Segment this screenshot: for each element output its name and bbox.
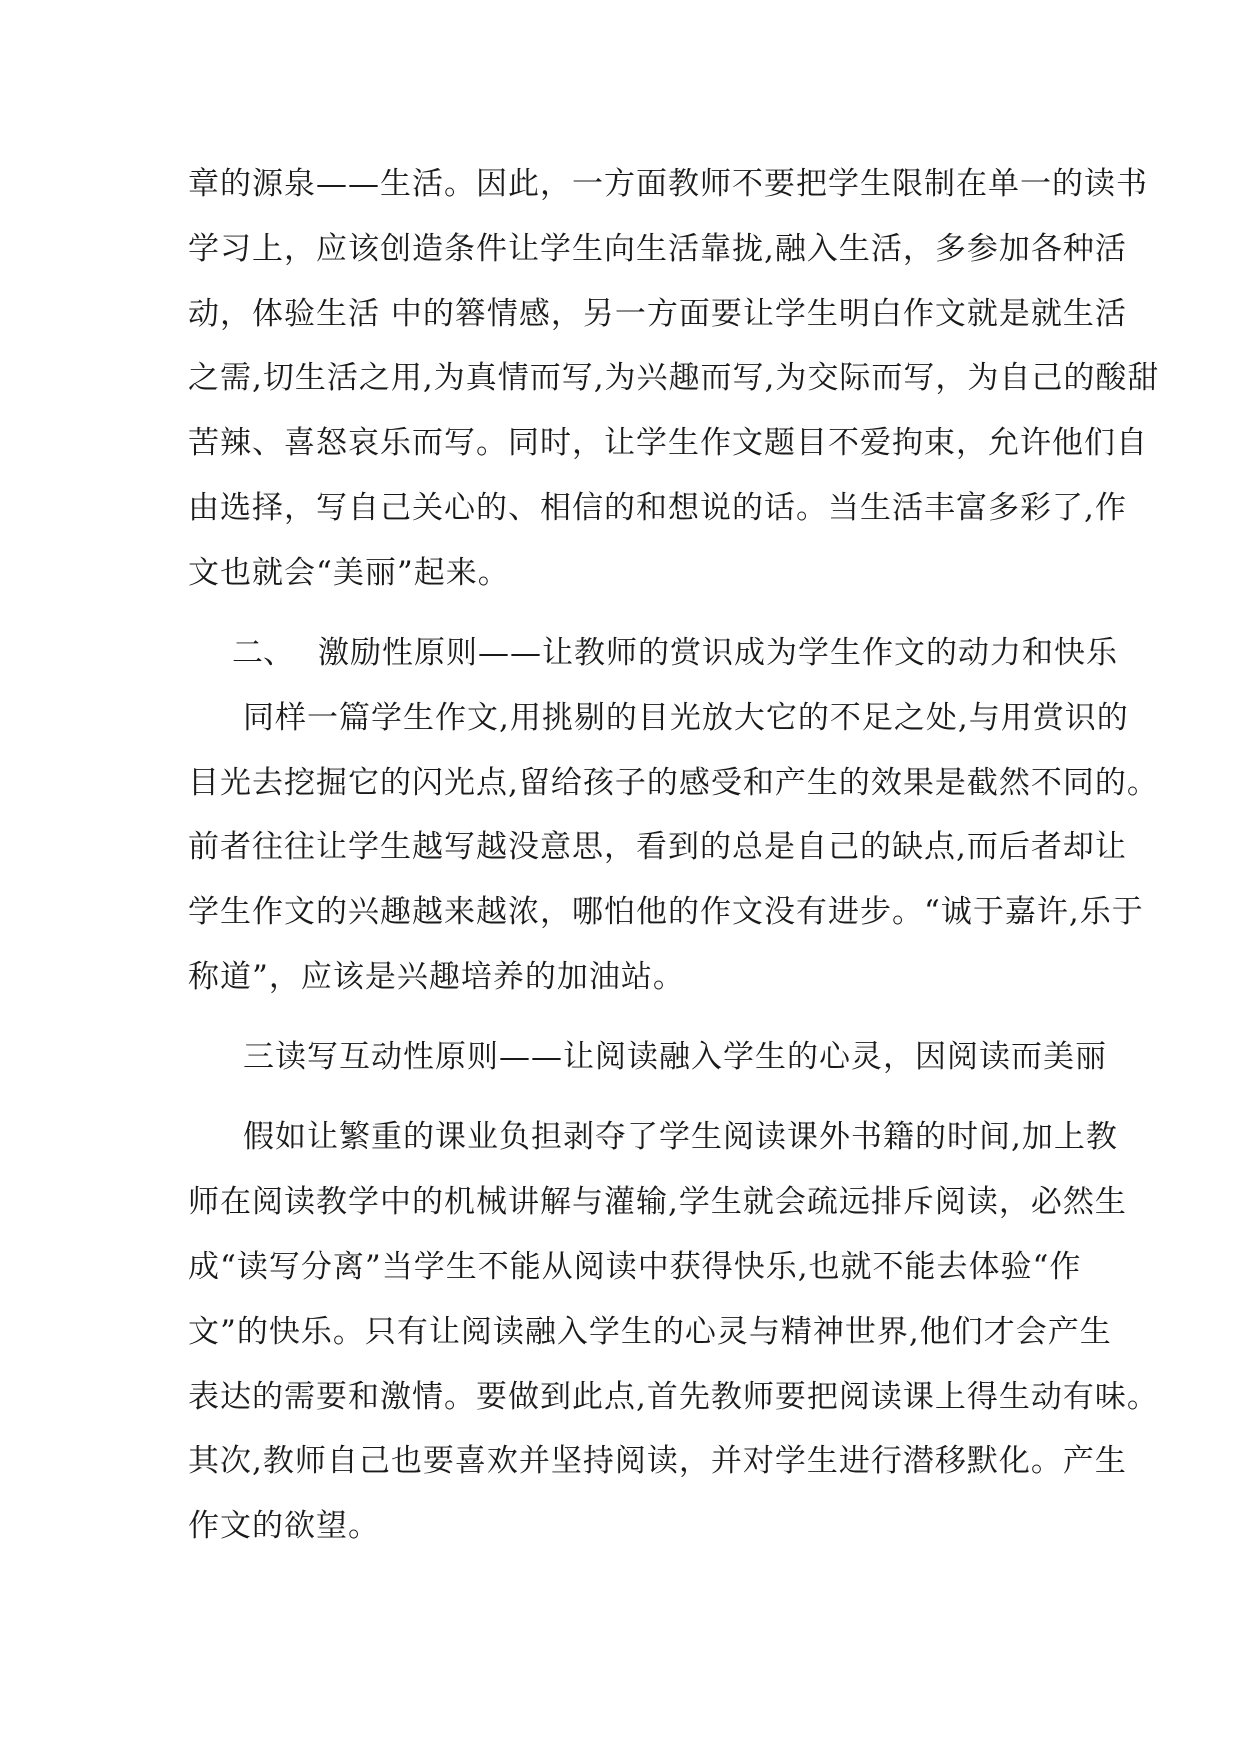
paragraph-1-line-3: 动，体验生活 中的簭情感，另一方面要让学生明白作文就是就生活 (188, 296, 1127, 332)
paragraph-3-line-2: 师在阅读教学中的机械讲解与灌输,学生就会疏远排斥阅读，必然生 (188, 1184, 1127, 1220)
section-2-number: 二、 (232, 635, 294, 671)
paragraph-1-line-5: 苦辣、喜怒哀乐而写。同时，让学生作文题目不爱拘束，允许他们自 (188, 425, 1148, 461)
paragraph-1-line-2: 学习上，应该创造条件让学生向生活靠拢,融入生活，多参加各种活 (188, 231, 1127, 267)
section-3-heading: 三读写互动性原则——让阅读融入学生的心灵，因阅读而美丽 (243, 1039, 1107, 1075)
paragraph-2-line-4: 学生作文的兴趣越来越浓，哪怕他的作文没有进步。“诚于嘉许,乐于 (188, 894, 1144, 930)
paragraph-2-line-1: 同样一篇学生作文,用挑剔的目光放大它的不足之处,与用赏识的 (243, 700, 1129, 736)
paragraph-1-line-6: 由选择，写自己关心的、相信的和想说的话。当生活丰富多彩了,作 (188, 490, 1127, 526)
paragraph-2-line-2: 目光去挖掘它的闪光点,留给孩子的感受和产生的效果是截然不同的。 (188, 765, 1159, 801)
paragraph-2-line-5: 称道”，应该是兴趣培养的加油站。 (188, 959, 685, 995)
paragraph-1-line-7: 文也就会“美丽”起来。 (188, 555, 510, 591)
paragraph-1-line-4: 之需,切生活之用,为真情而写,为兴趣而写,为交际而写，为自己的酸甜 (188, 360, 1160, 396)
paragraph-3-line-3: 成“读写分离”当学生不能从阅读中获得快乐,也就不能去体验“作 (188, 1249, 1082, 1285)
paragraph-3-line-7: 作文的欲望。 (188, 1508, 380, 1544)
paragraph-3-line-5: 表达的需要和激情。要做到此点,首先教师要把阅读课上得生动有味。 (188, 1379, 1159, 1415)
section-2-heading: 激励性原则——让教师的赏识成为学生作文的动力和快乐 (318, 635, 1118, 671)
paragraph-1-line-1: 章的源泉——生活。因此，一方面教师不要把学生限制在单一的读书 (188, 166, 1148, 202)
paragraph-3-line-4: 文”的快乐。只有让阅读融入学生的心灵与精神世界,他们才会产生 (188, 1314, 1112, 1350)
paragraph-2-line-3: 前者往往让学生越写越没意思，看到的总是自己的缺点,而后者却让 (188, 829, 1127, 865)
paragraph-3-line-6: 其次,教师自己也要喜欢并坚持阅读，并对学生进行潜移默化。产生 (188, 1443, 1127, 1479)
paragraph-3-line-1: 假如让繁重的课业负担剥夺了学生阅读课外书籍的时间,加上教 (243, 1119, 1118, 1155)
